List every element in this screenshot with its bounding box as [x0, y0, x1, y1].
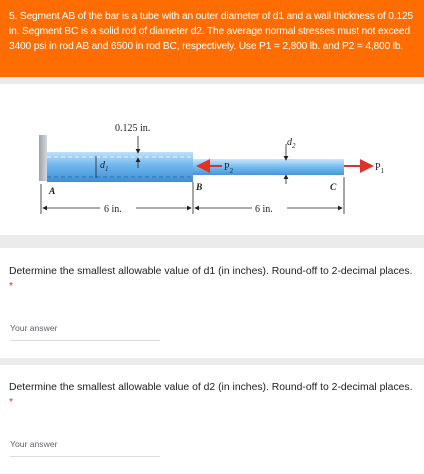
d1-label: d — [100, 160, 105, 171]
p2-subscript: 2 — [229, 167, 234, 175]
required-asterisk: * — [9, 397, 14, 409]
figure-card — [0, 84, 424, 235]
d2-subscript: 2 — [292, 142, 296, 150]
svg-text:P1 — [375, 162, 385, 175]
problem-statement: 5. Segment AB of the bar is a tube with an outer diameter of d1 and a wall thickness of 0.125 in. Segment BC is a solid rod of diameter d2. The average normal stresses must not exceed 3400 psi in rod AB and 6500 in rod BC, respectively. Use P1 = 2,800 lb. and P2 = 4,800 lb. — [9, 11, 413, 53]
svg-text:d2 — [287, 137, 296, 150]
answer-input-2[interactable]: Your answer — [10, 439, 58, 449]
question-text-1 — [9, 264, 414, 295]
fixed-wall — [39, 135, 47, 181]
question-card-2 — [0, 365, 424, 474]
question-2-text: Determine the smallest allowable value of d2 (in inches). Round-off to 2-decimal places. — [9, 382, 413, 393]
d2-label: d — [287, 137, 292, 148]
point-c-label: C — [330, 183, 337, 193]
dimension-ab-label: 6 in. — [104, 204, 122, 215]
question-1-text: Determine the smallest allowable value of d1 (in inches). Round-off to 2-decimal places. — [9, 266, 413, 277]
point-a-label: A — [49, 187, 56, 197]
question-text-2 — [9, 380, 414, 411]
bar-diagram — [0, 84, 424, 235]
p2-label: P — [224, 162, 230, 173]
dimension-bc-label: 6 in. — [255, 204, 273, 215]
question-card-1 — [0, 248, 424, 358]
answer-input-1[interactable]: Your answer — [10, 323, 58, 333]
answer-underline-1 — [10, 340, 160, 341]
thickness-label: 0.125 in. — [115, 123, 151, 134]
p1-label: P — [375, 162, 381, 173]
answer-underline-2 — [10, 456, 160, 457]
d1-subscript: 1 — [105, 165, 109, 173]
problem-header-card — [0, 0, 424, 77]
point-b-label: B — [196, 183, 203, 193]
required-asterisk: * — [9, 281, 14, 293]
p1-subscript: 1 — [380, 167, 385, 175]
